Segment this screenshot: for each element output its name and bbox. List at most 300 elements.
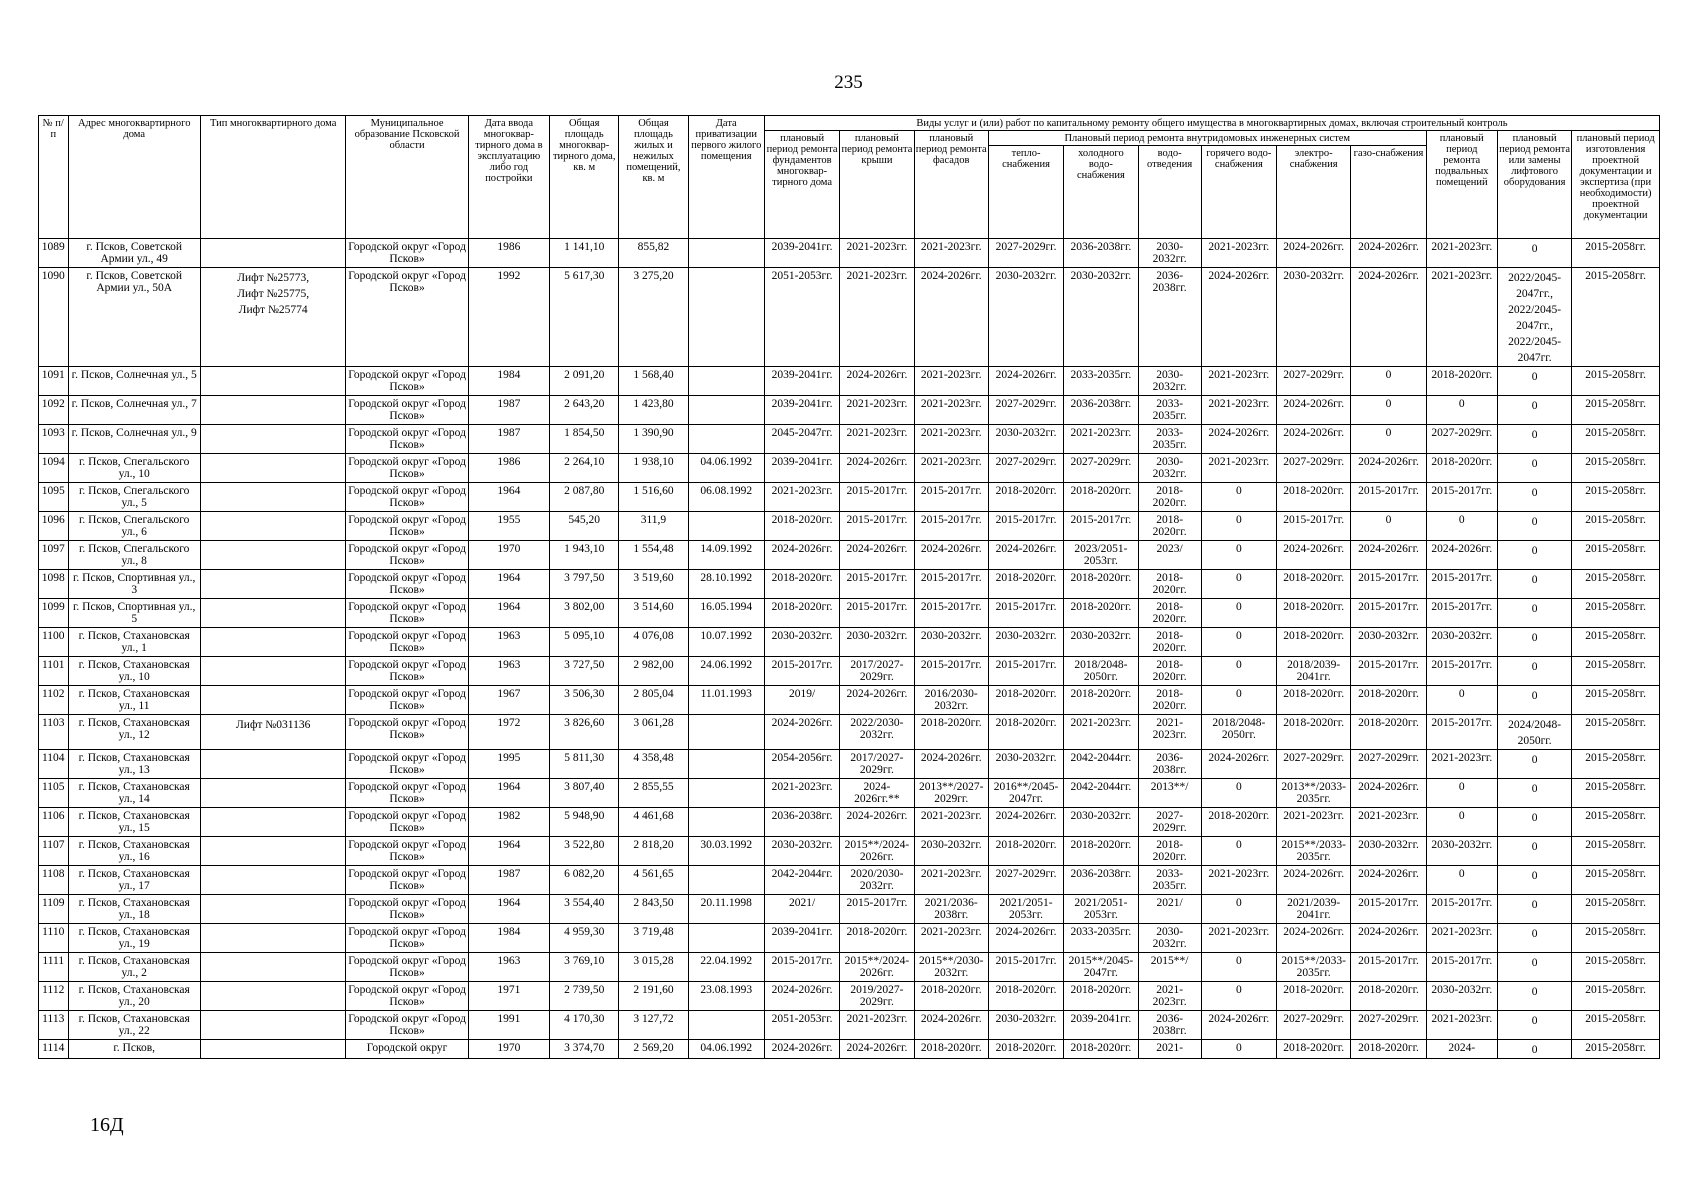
cell-foundation: 2015-2017гг. <box>764 657 839 686</box>
cell-basement: 2021-2023гг. <box>1426 268 1497 367</box>
cell-privatization-date: 06.08.1992 <box>688 483 764 512</box>
cell-cold-water: 2018-2020гг. <box>1064 1040 1138 1059</box>
cell-cold-water: 2018-2020гг. <box>1064 483 1138 512</box>
cell-num: 1103 <box>39 715 69 750</box>
cell-foundation: 2039-2041гг. <box>764 239 839 268</box>
cell-hot-water: 2024-2026гг. <box>1201 750 1276 779</box>
table-row <box>39 837 1660 866</box>
cell-address: г. Псков, Спегальского ул., 6 <box>68 512 200 541</box>
cell-basement: 2015-2017гг. <box>1426 657 1497 686</box>
cell-elevator <box>1497 924 1571 953</box>
cell-electricity: 2013**/2033-2035гг. <box>1277 779 1351 808</box>
header-engineering-group: Плановый период ремонта внутридомовых инженерных систем <box>988 131 1426 146</box>
cell-hot-water: 0 <box>1201 483 1276 512</box>
cell-electricity: 2018-2020гг. <box>1277 982 1351 1011</box>
cell-living-area: 4 461,68 <box>619 808 688 837</box>
cell-roof: 2024-2026гг. <box>840 454 914 483</box>
cell-roof: 2015**/2024-2026гг. <box>840 953 914 982</box>
header-heat: тепло-снабжения <box>988 146 1063 239</box>
cell-privatization-date <box>688 779 764 808</box>
cell-facade: 2021-2023гг. <box>914 367 988 396</box>
cell-electricity: 2018-2020гг. <box>1277 715 1351 750</box>
cell-drainage: 2018-2020гг. <box>1138 657 1201 686</box>
cell-elevator-line: 0 <box>1531 957 1538 969</box>
cell-total-area: 1 141,10 <box>550 239 619 268</box>
cell-gas: 0 <box>1351 367 1426 396</box>
cell-total-area: 3 797,50 <box>550 570 619 599</box>
cell-num: 1094 <box>39 454 69 483</box>
cell-municipality: Городской округ «Город Псков» <box>346 396 468 425</box>
cell-basement: 2015-2017гг. <box>1426 715 1497 750</box>
cell-cold-water: 2042-2044гг. <box>1064 779 1138 808</box>
cell-drainage: 2030-2032гг. <box>1138 924 1201 953</box>
cell-gas: 2027-2029гг. <box>1351 750 1426 779</box>
cell-municipality: Городской округ «Город Псков» <box>346 425 468 454</box>
cell-design-docs: 2015-2058гг. <box>1572 367 1660 396</box>
cell-elevator <box>1497 512 1571 541</box>
cell-type <box>200 982 346 1011</box>
table-row <box>39 628 1660 657</box>
cell-year: 1984 <box>468 367 549 396</box>
cell-drainage: 2021-2023гг. <box>1138 982 1201 1011</box>
cell-facade: 2015**/2030-2032гг. <box>914 953 988 982</box>
cell-hot-water: 0 <box>1201 628 1276 657</box>
cell-num: 1104 <box>39 750 69 779</box>
table-row <box>39 808 1660 837</box>
cell-drainage: 2027-2029гг. <box>1138 808 1201 837</box>
cell-living-area: 1 423,80 <box>619 396 688 425</box>
cell-hot-water: 0 <box>1201 570 1276 599</box>
cell-drainage: 2033-2035гг. <box>1138 866 1201 895</box>
cell-type <box>200 1011 346 1040</box>
cell-cold-water: 2021-2023гг. <box>1064 425 1138 454</box>
cell-year: 1987 <box>468 396 549 425</box>
header-cold-water: холодного водо-снабжения <box>1064 146 1138 239</box>
cell-cold-water: 2018-2020гг. <box>1064 599 1138 628</box>
cell-elevator <box>1497 657 1571 686</box>
cell-total-area: 5 095,10 <box>550 628 619 657</box>
cell-num: 1113 <box>39 1011 69 1040</box>
cell-address: г. Псков, Спортивная ул., 5 <box>68 599 200 628</box>
cell-privatization-date: 28.10.1992 <box>688 570 764 599</box>
cell-design-docs: 2015-2058гг. <box>1572 953 1660 982</box>
cell-num: 1093 <box>39 425 69 454</box>
cell-foundation: 2021-2023гг. <box>764 483 839 512</box>
cell-design-docs: 2015-2058гг. <box>1572 866 1660 895</box>
cell-drainage: 2013**/ <box>1138 779 1201 808</box>
cell-heat: 2024-2026гг. <box>988 367 1063 396</box>
cell-municipality: Городской округ «Город Псков» <box>346 239 468 268</box>
cell-heat: 2027-2029гг. <box>988 239 1063 268</box>
header-num: № п/п <box>39 116 69 239</box>
cell-num: 1092 <box>39 396 69 425</box>
cell-gas: 2024-2026гг. <box>1351 924 1426 953</box>
cell-hot-water: 2021-2023гг. <box>1201 396 1276 425</box>
cell-hot-water: 0 <box>1201 953 1276 982</box>
cell-municipality: Городской округ «Город Псков» <box>346 837 468 866</box>
cell-elevator-line: 0 <box>1531 400 1538 412</box>
header-elevator: плановый период ремонта или замены лифтового оборудования <box>1497 131 1571 239</box>
cell-elevator <box>1497 599 1571 628</box>
cell-foundation: 2018-2020гг. <box>764 570 839 599</box>
cell-facade: 2018-2020гг. <box>914 1040 988 1059</box>
cell-basement: 2021-2023гг. <box>1426 1011 1497 1040</box>
cell-type <box>200 924 346 953</box>
cell-facade: 2015-2017гг. <box>914 570 988 599</box>
cell-basement: 2015-2017гг. <box>1426 570 1497 599</box>
cell-elevator <box>1497 367 1571 396</box>
cell-elevator <box>1497 239 1571 268</box>
cell-roof: 2021-2023гг. <box>840 396 914 425</box>
cell-elevator <box>1497 483 1571 512</box>
header-basement: плановый период ремонта подвальных помещений <box>1426 131 1497 239</box>
cell-privatization-date <box>688 268 764 367</box>
cell-address: г. Псков, Советской Армии ул., 49 <box>68 239 200 268</box>
cell-municipality: Городской округ «Город Псков» <box>346 924 468 953</box>
cell-elevator <box>1497 808 1571 837</box>
cell-basement: 2021-2023гг. <box>1426 924 1497 953</box>
cell-foundation: 2042-2044гг. <box>764 866 839 895</box>
cell-municipality: Городской округ «Город Псков» <box>346 895 468 924</box>
cell-facade: 2030-2032гг. <box>914 837 988 866</box>
cell-elevator-line: 0 <box>1531 928 1538 940</box>
cell-year: 1970 <box>468 1040 549 1059</box>
cell-living-area: 2 855,55 <box>619 779 688 808</box>
cell-elevator <box>1497 982 1571 1011</box>
cell-electricity: 2024-2026гг. <box>1277 239 1351 268</box>
cell-municipality: Городской округ «Город Псков» <box>346 715 468 750</box>
cell-municipality: Городской округ «Город Псков» <box>346 599 468 628</box>
cell-drainage: 2030-2032гг. <box>1138 454 1201 483</box>
cell-privatization-date: 04.06.1992 <box>688 1040 764 1059</box>
cell-year: 1963 <box>468 953 549 982</box>
cell-basement: 2018-2020гг. <box>1426 454 1497 483</box>
cell-type <box>200 268 346 367</box>
cell-living-area: 855,82 <box>619 239 688 268</box>
cell-year: 1995 <box>468 750 549 779</box>
cell-privatization-date: 14.09.1992 <box>688 541 764 570</box>
cell-design-docs: 2015-2058гг. <box>1572 837 1660 866</box>
cell-elevator-line: 0 <box>1531 1015 1538 1027</box>
cell-electricity: 2018-2020гг. <box>1277 1040 1351 1059</box>
cell-num: 1112 <box>39 982 69 1011</box>
cell-facade: 2018-2020гг. <box>914 982 988 1011</box>
cell-foundation: 2018-2020гг. <box>764 512 839 541</box>
cell-design-docs: 2015-2058гг. <box>1572 808 1660 837</box>
cell-privatization-date <box>688 367 764 396</box>
cell-facade: 2024-2026гг. <box>914 541 988 570</box>
cell-municipality: Городской округ <box>346 1040 468 1059</box>
cell-facade: 2021-2023гг. <box>914 924 988 953</box>
table-row <box>39 512 1660 541</box>
cell-gas: 2015-2017гг. <box>1351 953 1426 982</box>
cell-total-area: 2 087,80 <box>550 483 619 512</box>
cell-gas: 2015-2017гг. <box>1351 895 1426 924</box>
footer-code: 16Д <box>90 1114 124 1136</box>
cell-municipality: Городской округ «Город Псков» <box>346 541 468 570</box>
cell-heat: 2030-2032гг. <box>988 750 1063 779</box>
cell-design-docs: 2015-2058гг. <box>1572 541 1660 570</box>
cell-elevator-line: 0 <box>1531 371 1538 383</box>
cell-privatization-date <box>688 924 764 953</box>
cell-year: 1972 <box>468 715 549 750</box>
cell-type <box>200 808 346 837</box>
cell-electricity: 2021-2023гг. <box>1277 808 1351 837</box>
cell-gas: 2021-2023гг. <box>1351 808 1426 837</box>
cell-electricity: 2027-2029гг. <box>1277 367 1351 396</box>
cell-elevator <box>1497 425 1571 454</box>
cell-electricity: 2018-2020гг. <box>1277 483 1351 512</box>
cell-cold-water: 2042-2044гг. <box>1064 750 1138 779</box>
table-row <box>39 895 1660 924</box>
cell-facade: 2015-2017гг. <box>914 483 988 512</box>
cell-heat: 2018-2020гг. <box>988 715 1063 750</box>
cell-num: 1108 <box>39 866 69 895</box>
cell-type <box>200 628 346 657</box>
cell-year: 1986 <box>468 454 549 483</box>
cell-municipality: Городской округ «Город Псков» <box>346 982 468 1011</box>
cell-electricity: 2027-2029гг. <box>1277 750 1351 779</box>
header-living-area: Общая площадь жилых и нежилых помещений, кв. м <box>619 116 688 239</box>
cell-address: г. Псков, Стахановская ул., 2 <box>68 953 200 982</box>
table-row <box>39 239 1660 268</box>
cell-basement: 0 <box>1426 808 1497 837</box>
cell-basement: 2027-2029гг. <box>1426 425 1497 454</box>
cell-num: 1089 <box>39 239 69 268</box>
cell-elevator <box>1497 953 1571 982</box>
cell-type <box>200 541 346 570</box>
cell-privatization-date <box>688 750 764 779</box>
cell-living-area: 2 818,20 <box>619 837 688 866</box>
cell-privatization-date: 04.06.1992 <box>688 454 764 483</box>
cell-cold-water: 2030-2032гг. <box>1064 268 1138 367</box>
cell-design-docs: 2015-2058гг. <box>1572 628 1660 657</box>
cell-address: г. Псков, Стахановская ул., 13 <box>68 750 200 779</box>
cell-living-area: 3 275,20 <box>619 268 688 367</box>
cell-year: 1992 <box>468 268 549 367</box>
cell-cold-water: 2018/2048-2050гг. <box>1064 657 1138 686</box>
cell-living-area: 1 554,48 <box>619 541 688 570</box>
cell-drainage: 2018-2020гг. <box>1138 483 1201 512</box>
header-facade: плановый период ремонта фасадов <box>914 131 988 239</box>
cell-address: г. Псков, Стахановская ул., 11 <box>68 686 200 715</box>
cell-gas: 2030-2032гг. <box>1351 837 1426 866</box>
cell-roof: 2015**/2024-2026гг. <box>840 837 914 866</box>
cell-elevator <box>1497 750 1571 779</box>
cell-electricity: 2024-2026гг. <box>1277 924 1351 953</box>
cell-elevator-line: 0 <box>1531 603 1538 615</box>
cell-num: 1101 <box>39 657 69 686</box>
cell-roof: 2024-2026гг. <box>840 1040 914 1059</box>
cell-municipality: Городской округ «Город Псков» <box>346 953 468 982</box>
cell-drainage: 2021- <box>1138 1040 1201 1059</box>
cell-living-area: 4 561,65 <box>619 866 688 895</box>
cell-elevator-line: 0 <box>1531 1044 1538 1056</box>
cell-living-area: 1 390,90 <box>619 425 688 454</box>
cell-privatization-date <box>688 808 764 837</box>
cell-gas: 0 <box>1351 396 1426 425</box>
cell-privatization-date <box>688 512 764 541</box>
cell-basement: 0 <box>1426 686 1497 715</box>
cell-elevator-line: 0 <box>1531 487 1538 499</box>
cell-design-docs: 2015-2058гг. <box>1572 239 1660 268</box>
cell-total-area: 3 554,40 <box>550 895 619 924</box>
cell-heat: 2027-2029гг. <box>988 866 1063 895</box>
cell-hot-water: 2021-2023гг. <box>1201 866 1276 895</box>
cell-roof: 2015-2017гг. <box>840 895 914 924</box>
cell-municipality: Городской округ «Город Псков» <box>346 657 468 686</box>
cell-elevator-line: 0 <box>1531 429 1538 441</box>
cell-municipality: Городской округ «Город Псков» <box>346 454 468 483</box>
cell-year: 1982 <box>468 808 549 837</box>
cell-roof: 2015-2017гг. <box>840 570 914 599</box>
cell-year: 1971 <box>468 982 549 1011</box>
cell-electricity: 2015**/2033-2035гг. <box>1277 837 1351 866</box>
cell-type <box>200 779 346 808</box>
cell-hot-water: 2024-2026гг. <box>1201 425 1276 454</box>
cell-num: 1097 <box>39 541 69 570</box>
cell-privatization-date <box>688 425 764 454</box>
cell-hot-water: 2021-2023гг. <box>1201 239 1276 268</box>
cell-type <box>200 686 346 715</box>
cell-drainage: 2018-2020гг. <box>1138 512 1201 541</box>
cell-living-area: 3 015,28 <box>619 953 688 982</box>
cell-type <box>200 512 346 541</box>
cell-num: 1099 <box>39 599 69 628</box>
cell-design-docs: 2015-2058гг. <box>1572 599 1660 628</box>
cell-hot-water: 0 <box>1201 1040 1276 1059</box>
header-electricity: электро-снабжения <box>1277 146 1351 239</box>
cell-cold-water: 2015**/2045-2047гг. <box>1064 953 1138 982</box>
cell-privatization-date: 24.06.1992 <box>688 657 764 686</box>
cell-basement: 2030-2032гг. <box>1426 982 1497 1011</box>
cell-address: г. Псков, Стахановская ул., 20 <box>68 982 200 1011</box>
cell-address: г. Псков, Солнечная ул., 9 <box>68 425 200 454</box>
cell-year: 1964 <box>468 483 549 512</box>
cell-foundation: 2021/ <box>764 895 839 924</box>
cell-year: 1986 <box>468 239 549 268</box>
cell-hot-water: 0 <box>1201 599 1276 628</box>
header-roof: плановый период ремонта крыши <box>840 131 914 239</box>
cell-electricity: 2015**/2033-2035гг. <box>1277 953 1351 982</box>
cell-type-line: Лифт №031136 <box>235 719 311 731</box>
cell-type-line: Лифт №25773, <box>237 272 310 284</box>
cell-elevator-line: 0 <box>1531 754 1538 766</box>
cell-cold-water: 2021/2051-2053гг. <box>1064 895 1138 924</box>
table-row <box>39 953 1660 982</box>
cell-municipality: Городской округ «Город Псков» <box>346 628 468 657</box>
cell-drainage: 2033-2035гг. <box>1138 425 1201 454</box>
cell-living-area: 2 843,50 <box>619 895 688 924</box>
cell-total-area: 3 769,10 <box>550 953 619 982</box>
cell-gas: 2018-2020гг. <box>1351 982 1426 1011</box>
cell-municipality: Городской округ «Город Псков» <box>346 512 468 541</box>
cell-foundation: 2030-2032гг. <box>764 628 839 657</box>
cell-cold-water: 2036-2038гг. <box>1064 396 1138 425</box>
cell-hot-water: 2021-2023гг. <box>1201 367 1276 396</box>
cell-living-area: 1 568,40 <box>619 367 688 396</box>
cell-design-docs: 2015-2058гг. <box>1572 1011 1660 1040</box>
cell-basement: 0 <box>1426 779 1497 808</box>
table-row <box>39 396 1660 425</box>
cell-elevator <box>1497 686 1571 715</box>
cell-foundation: 2039-2041гг. <box>764 454 839 483</box>
cell-facade: 2030-2032гг. <box>914 628 988 657</box>
table-row <box>39 779 1660 808</box>
cell-heat: 2024-2026гг. <box>988 808 1063 837</box>
cell-municipality: Городской округ «Город Псков» <box>346 750 468 779</box>
cell-municipality: Городской округ «Город Псков» <box>346 367 468 396</box>
cell-elevator-line: 0 <box>1531 899 1538 911</box>
cell-total-area: 5 811,30 <box>550 750 619 779</box>
cell-elevator-line: 2022/2045-2047гг. <box>1508 336 1562 364</box>
cell-num: 1110 <box>39 924 69 953</box>
cell-address: г. Псков, Стахановская ул., 10 <box>68 657 200 686</box>
cell-basement: 2024- <box>1426 1040 1497 1059</box>
cell-living-area: 3 061,28 <box>619 715 688 750</box>
cell-electricity: 2024-2026гг. <box>1277 541 1351 570</box>
cell-year: 1984 <box>468 924 549 953</box>
cell-living-area: 2 805,04 <box>619 686 688 715</box>
cell-facade: 2024-2026гг. <box>914 1011 988 1040</box>
cell-gas: 2030-2032гг. <box>1351 628 1426 657</box>
cell-design-docs: 2015-2058гг. <box>1572 396 1660 425</box>
cell-drainage: 2015**/ <box>1138 953 1201 982</box>
cell-electricity: 2024-2026гг. <box>1277 425 1351 454</box>
cell-design-docs: 2015-2058гг. <box>1572 483 1660 512</box>
cell-cold-water: 2018-2020гг. <box>1064 837 1138 866</box>
cell-foundation: 2024-2026гг. <box>764 541 839 570</box>
cell-type <box>200 866 346 895</box>
cell-drainage: 2018-2020гг. <box>1138 570 1201 599</box>
cell-drainage: 2030-2032гг. <box>1138 239 1201 268</box>
cell-roof: 2022/2030-2032гг. <box>840 715 914 750</box>
cell-address: г. Псков, Стахановская ул., 22 <box>68 1011 200 1040</box>
cell-cold-water: 2021-2023гг. <box>1064 715 1138 750</box>
cell-address: г. Псков, Спегальского ул., 8 <box>68 541 200 570</box>
cell-elevator-line: 0 <box>1531 841 1538 853</box>
cell-elevator <box>1497 715 1571 750</box>
cell-foundation: 2051-2053гг. <box>764 1011 839 1040</box>
cell-num: 1106 <box>39 808 69 837</box>
cell-heat: 2030-2032гг. <box>988 628 1063 657</box>
cell-address: г. Псков, Спегальского ул., 10 <box>68 454 200 483</box>
cell-hot-water: 2021-2023гг. <box>1201 454 1276 483</box>
cell-elevator-line: 2022/2045-2047гг., <box>1508 272 1562 300</box>
cell-elevator <box>1497 1011 1571 1040</box>
cell-foundation: 2039-2041гг. <box>764 396 839 425</box>
cell-elevator-line: 0 <box>1531 690 1538 702</box>
cell-roof: 2021-2023гг. <box>840 1011 914 1040</box>
cell-facade: 2021-2023гг. <box>914 454 988 483</box>
cell-privatization-date: 22.04.1992 <box>688 953 764 982</box>
cell-heat: 2018-2020гг. <box>988 982 1063 1011</box>
cell-total-area: 3 374,70 <box>550 1040 619 1059</box>
cell-basement: 2030-2032гг. <box>1426 837 1497 866</box>
cell-address: г. Псков, Стахановская ул., 18 <box>68 895 200 924</box>
cell-hot-water: 2018/2048-2050гг. <box>1201 715 1276 750</box>
cell-gas: 0 <box>1351 425 1426 454</box>
cell-total-area: 5 948,90 <box>550 808 619 837</box>
cell-address: г. Псков, Стахановская ул., 16 <box>68 837 200 866</box>
cell-roof: 2024-2026гг. <box>840 541 914 570</box>
cell-drainage: 2023/ <box>1138 541 1201 570</box>
cell-privatization-date <box>688 715 764 750</box>
cell-elevator <box>1497 895 1571 924</box>
cell-privatization-date <box>688 396 764 425</box>
cell-basement: 0 <box>1426 396 1497 425</box>
header-hot-water: горячего водо-снабжения <box>1201 146 1276 239</box>
